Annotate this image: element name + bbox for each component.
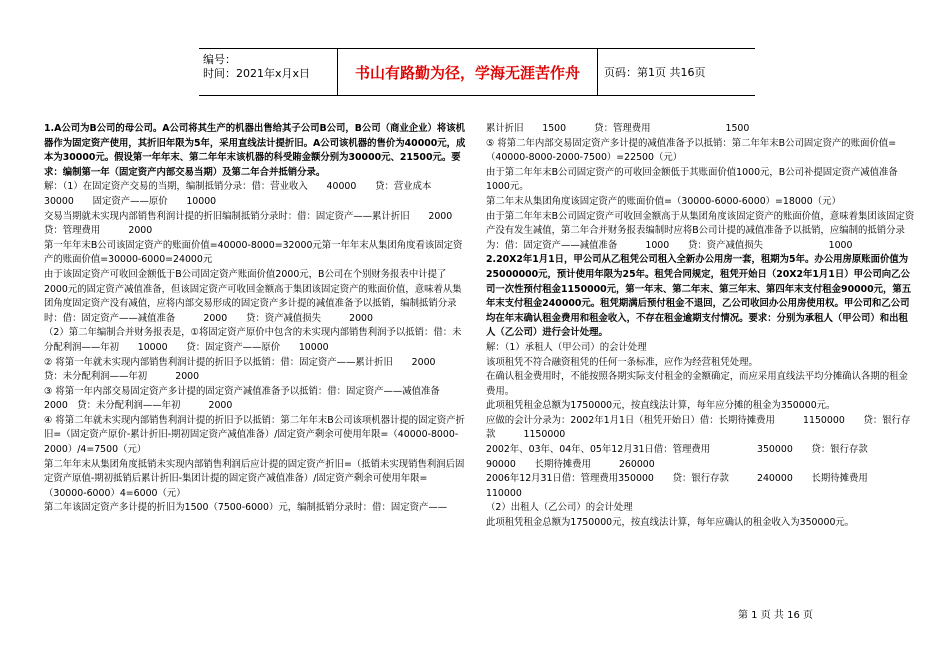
- paragraph: 此项租凭租金总额为1750000元，按直线法计算，每年应确认的租金收入为350000元。: [486, 517, 855, 529]
- paragraph: 在确认租金费用时，不能按照各期实际支付租金的金额确定，而应采用直线法平均分摊确认各期的租金费用。: [486, 371, 908, 397]
- motto-text: 书山有路勤为径，学海无涯苦作舟: [354, 64, 580, 82]
- paragraph: ⑤ 将第二年内部交易固定资产多计提的减值准备予以抵销：第二年年末B公司固定资产的账面价值=（40000-8000-2000-7500）=22500（元）: [486, 137, 897, 164]
- paragraph: 解：（1）在固定资产交易的当期，编制抵销分录：借：营业收入 40000 贷：营业成本 30000 固定资产——原价 10000: [44, 181, 451, 207]
- time-label: 时间：2021年x月x日: [203, 67, 311, 80]
- header-left-cell: [199, 49, 338, 95]
- number-label: 编号：: [203, 53, 236, 66]
- paragraph: 第一年年末B公司该固定资产的账面价值=40000-8000=32000元第一年年末从集团角度看该固定资产的账面价值=30000-6000=24000元: [44, 239, 463, 266]
- left-column: [44, 122, 469, 516]
- page-header: [199, 48, 755, 96]
- header-page-cell: [598, 49, 755, 95]
- paragraph: 交易当期就未实现内部销售利润计提的折旧编制抵销分录时：借：固定资产——累计折旧 2000 贷：管理费用 2000: [44, 210, 462, 237]
- paragraph: ③ 将第一年内部交易固定资产多计提的固定资产减值准备予以抵销：借：固定资产——减值准备 2000 贷：未分配利润——年初 2000: [44, 385, 468, 412]
- page-info: 页码：第1页 共16页: [604, 66, 706, 79]
- right-column: [486, 122, 916, 531]
- paragraph: 1.A公司为B公司的母公司。A公司将其生产的机器出售给其子公司B公司，B公司（商业企业）将该机器作为固定资产使用，其折旧年限为5年，采用直线法计提折旧。A公司该机器的售价为40000元，成本为30000元。假设第一年年末、第二年年末该机器的科受賄金额分别为30000元、21500元。要求：编制第一年（固定资产内部交易当期）及第二年合并抵销分录。: [44, 123, 466, 178]
- paragraph: 第二年该固定资产多计提的折旧为1500（7500-6000）元，编制抵销分录时：借：固定资产——: [44, 502, 448, 514]
- page-footer: 第 1 页 共 16 页: [738, 610, 813, 621]
- paragraph: 2002年、03年、04年、05年12月31日借：管理费用 350000 贷：银行存款 90000 长期待摊费用 260000: [486, 444, 896, 470]
- paragraph: 解：（1）承租人（甲公司）的会计处理: [486, 341, 647, 353]
- paragraph: 由于第二年年末B公司固定资产的可收回金额低于其账面价值1000元，B公司补提固定资产减值准备1000元。: [486, 166, 898, 193]
- paragraph: 此项租凭租金总额为1750000元，按直线法计算，每年应分摊的租金为350000元。: [486, 400, 836, 412]
- paragraph: （2）出租人（乙公司）的会计处理: [486, 502, 633, 514]
- paragraph: ④ 将第二年就未实现内部销售利润计提的折旧予以抵销：第二年年末B公司该项机器计提的固定资产折旧=（固定资产原价-累计折旧-期初固定资产减值准备）/固定资产剩余可使用年限=（40000-8000-2000）/4=7500（元）: [44, 414, 465, 456]
- header-motto-cell: [338, 49, 598, 95]
- paragraph: 该项租凭不符合融资租凭的任何一条标准，应作为经营租凭处理。: [486, 356, 758, 368]
- paragraph: 累计折旧 1500 贷：管理费用 1500: [486, 123, 750, 134]
- paragraph: （2）第二年编制合并财务报表是，①将固定资产原价中包含的未实现内部销售利润予以抵销：借：未分配利润——年初 10000 贷：固定资产——原价 10000: [44, 327, 462, 353]
- paragraph: 第二年年末从集团角度抵销未实现内部销售利润后应计提的固定资产折旧=（抵销未实现销售利润后固定资产原值-期初抵销后累计折旧-集团计提的固定资产减值准备）/固定资产剩余可使用年限=（30000-6000）4=6000（元）: [44, 458, 465, 499]
- paragraph: 由于第二年年末B公司固定资产可收回金额高于从集团角度该固定资产的账面价值，意味着集团该固定资产没有发生减值，第二年合并财务报表编制时应将B公司计提的减值准备予以抵销，应编制的抵销分录为：借：固定资产——减值准备 1000 贷：资产减值损失 1000: [486, 210, 915, 251]
- paragraph: 由于该固定资产可收回金额低于B公司固定资产账面价值2000元，B公司在个别财务报表中计提了2000元的固定资产减值准备，但该固定资产可收回金额高于集团该固定资产的账面价值，意味着从集团角度固定资产没有减值，应将内部交易形成的固定资产多计提的减值准备予以抵销，编制抵销分录时：借：固定资产——减值准备 2000 贷：资产减值损失 2000: [44, 268, 462, 324]
- paragraph: 2.20X2年1月1日，甲公司从乙租凭公司租入全新办公用房一套，租期为5年。办公用房原账面价值为25000000元，预计使用年限为25年。租凭合同规定，租凭开始日（20X2年1月1日）甲公司向乙公司一次性预付租金1150000元，第一年末、第二年末、第三年末、第四年末支付租金90000元，第五年末支付租金240000元。租凭期满后预付租金不退回，乙公司收回办公用房使用权。甲公司和乙公司均在年末确认租金费用和租金收入，不存在租金逾期支付情况。要求：分别为承租人（甲公司）和出租人（乙公司）进行会计处理。: [486, 254, 912, 339]
- paragraph: ② 将第一年就未实现内部销售利润计提的折旧予以抵销：借：固定资产——累计折旧 2000 贷：未分配利润——年初 2000: [44, 356, 455, 383]
- paragraph: 第二年末从集团角度该固定资产的账面价值=（30000-6000-6000）=18000（元）: [486, 195, 841, 207]
- paragraph: 2006年12月31日借：管理费用350000 贷：银行存款 240000 长期待摊费用 110000: [486, 473, 887, 499]
- paragraph: 应做的会计分录为：2002年1月1日（租凭开始日）借：长期待摊费用 1150000 贷：银行存款 1150000: [486, 414, 911, 441]
